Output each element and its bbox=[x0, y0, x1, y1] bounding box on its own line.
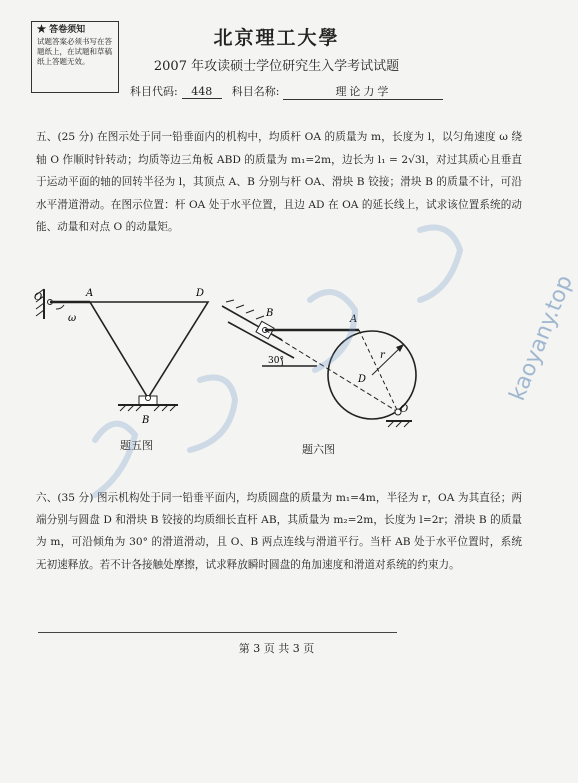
question-5-text: 五、(25 分) 在图示处于同一铅垂面内的机构中，均质杆 OA 的质量为 m，长度为 l，以匀角速度 ω 绕轴 O 作顺时针转动；均质等边三角板 ABD 的质量为 m₁=2m，边长为 l₁ = 2√3l，对过其质心且垂直于运动平面的轴的回转半径为 l，其顶点 A、B 分别与杆 OA、滑块 B 铰接；滑块 B 的质量不计，可沿水平滑道滑动。在图示位置：杆 OA 处于水平位置，且边 AD 在 OA 的延长线上，试求该位置系统的动能、动量和对点 O 的动量矩。 bbox=[36, 131, 522, 233]
label-a: A bbox=[86, 288, 94, 299]
subject-name-label: 科目名称: bbox=[231, 85, 280, 98]
omega-arrow bbox=[56, 305, 64, 309]
figure-6-diagram bbox=[222, 300, 437, 430]
label-angle: 30° bbox=[268, 356, 284, 366]
footer-divider bbox=[38, 632, 397, 633]
triangle-abd bbox=[90, 302, 208, 398]
figure-6-caption: 题六图 bbox=[302, 443, 335, 456]
notice-body: 试题答案必须书写在答题纸上，在试题和草稿纸上答题无效。 bbox=[37, 37, 112, 66]
label-b6: B bbox=[266, 308, 274, 319]
label-o: O bbox=[34, 292, 43, 303]
question-6-text: 六、(35 分) 图示机构处于同一铅垂平面内，均质圆盘的质量为 m₁=4m，半径为 r，OA 为其直径；两端分别与圆盘 D 和滑块 B 铰接的均质细长直杆 AB，其质量为 m₂=2m，长度为 l=2r；滑块 B 的质量为 m，可沿倾角为 30° 的滑道滑动，且 O、B 两点连线与滑道平行。当杆 AB 处于水平位置时，系统无初速释放。若不计各接触处摩擦，试求释放瞬时圆盘的角加速度和滑道对系统的约束力。 bbox=[36, 492, 522, 571]
label-d6: D bbox=[358, 374, 367, 385]
label-o6: O bbox=[400, 404, 409, 415]
subject-code-label: 科目代码: bbox=[130, 85, 178, 98]
watermark-url: kaoyany.top bbox=[505, 271, 578, 405]
subject-name-value: 理论力学 bbox=[283, 83, 443, 100]
subject-line bbox=[130, 83, 443, 100]
label-a6: A bbox=[350, 314, 358, 325]
figure-5-diagram bbox=[30, 285, 240, 435]
diameter-oa bbox=[359, 330, 398, 412]
incline-hatching bbox=[226, 300, 264, 319]
subject-code-value: 448 bbox=[182, 85, 222, 99]
exam-title: 2007 年攻读硕士学位研究生入学考试试题 bbox=[153, 59, 400, 74]
label-omega: ω bbox=[68, 313, 77, 324]
label-b: B bbox=[142, 415, 150, 426]
pin-b bbox=[146, 396, 151, 401]
label-r: r bbox=[380, 350, 385, 361]
label-d: D bbox=[196, 288, 205, 299]
figure-5-caption: 题五图 bbox=[120, 439, 153, 452]
notice-title: ★ 答卷须知 bbox=[37, 25, 86, 35]
page-number: 第 3 页 共 3 页 bbox=[238, 642, 315, 655]
university-name: 北京理工大學 bbox=[213, 27, 340, 49]
